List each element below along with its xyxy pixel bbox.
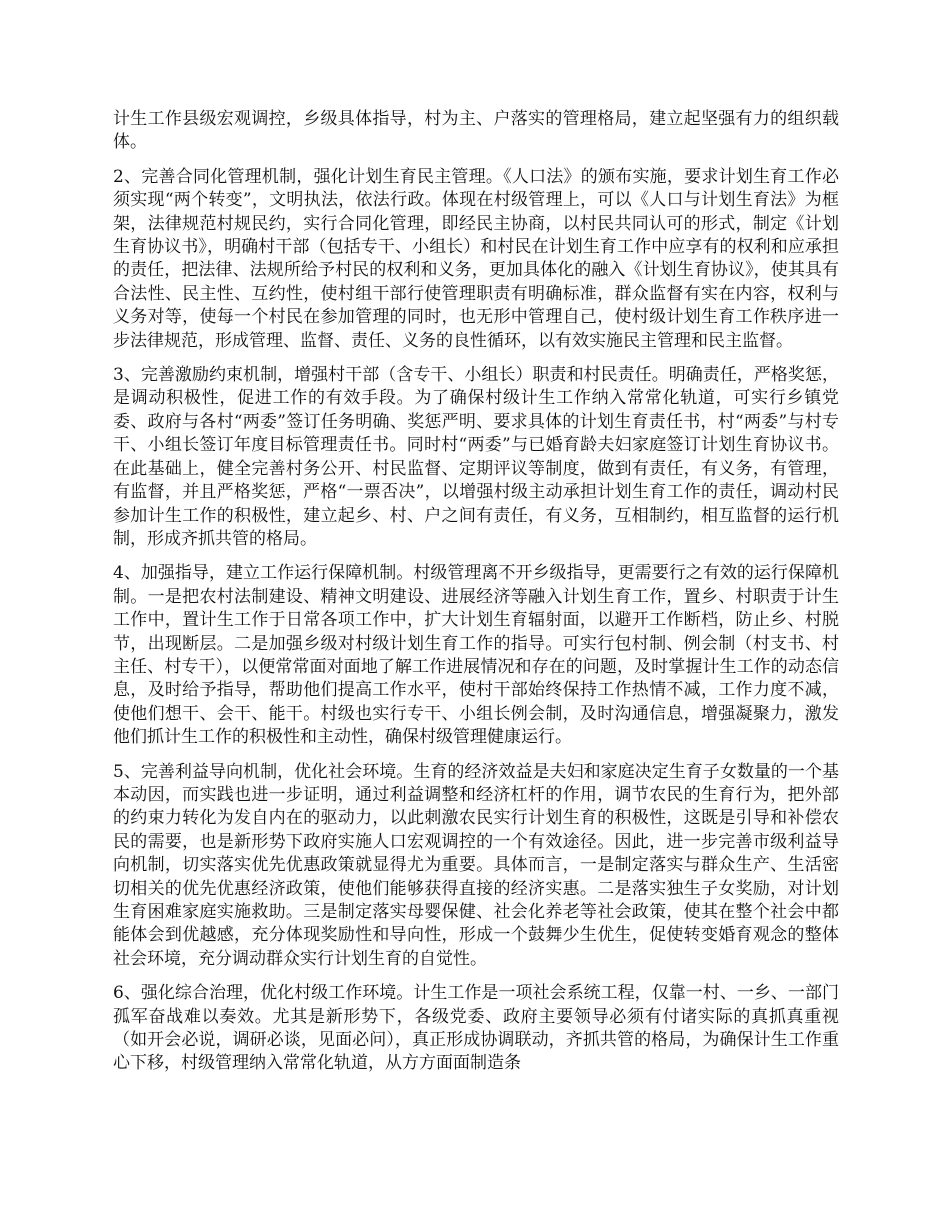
paragraph-6: 6、强化综合治理，优化村级工作环境。计生工作是一项社会系统工程，仅靠一村、一乡、一部门孤军奋战难以奏效。尤其是新形势下，各级党委、政府主要领导必须有付诸实际的真抓真重视（如开会必说，调研必谈，见面必问），真正形成协调联动，齐抓共管的格局，为确保计生工作重心下移，村级管理纳入常常化轨道，从方方面面制造条 — [113, 983, 839, 1074]
document-body — [113, 108, 839, 1087]
paragraph-3: 3、完善激励约束机制，增强村干部（含专干、小组长）职责和村民责任。明确责任，严格奖惩，是调动积极性，促进工作的有效手段。为了确保村级计生工作纳入常常化轨道，可实行乡镇党委、政府与各村“两委”签订任务明确、奖惩严明、要求具体的计划生育责任书，村“两委”与村专干、小组长签订年度目标管理责任书。同时村“两委”与已婚育龄夫妇家庭签订计划生育协议书。在此基础上，健全完善村务公开、村民监督、定期评议等制度，做到有责任，有义务，有管理，有监督，并且严格奖惩，严格“一票否决”，以增强村级主动承担计划生育工作的责任，调动村民参加计生工作的积极性，建立起乡、村、户之间有责任，有义务，互相制约，相互监督的运行机制，形成齐抓共管的格局。 — [113, 365, 839, 549]
paragraph-1: 计生工作县级宏观调控，乡级具体指导，村为主、户落实的管理格局，建立起坚强有力的组织载体。 — [113, 109, 839, 153]
paragraph-4: 4、加强指导，建立工作运行保障机制。村级管理离不开乡级指导，更需要行之有效的运行保障机制。一是把农村法制建设、精神文明建设、进展经济等融入计划生育工作，置乡、村职责于计生工作中，置计生工作于日常各项工作中，扩大计划生育辐射面，以避开工作断档，防止乡、村脱节，出现断层。二是加强乡级对村级计划生育工作的指导。可实行包村制、例会制（村支书、村主任、村专干），以便常常面对面地了解工作进展情况和存在的问题，及时掌握计生工作的动态信息，及时给予指导，帮助他们提高工作水平，使村干部始终保持工作热情不减，工作力度不减，使他们想干、会干、能干。村级也实行专干、小组长例会制，及时沟通信息，增强凝聚力，激发他们抓计生工作的积极性和主动性，确保村级管理健康运行。 — [113, 563, 839, 748]
paragraph-2: 2、完善合同化管理机制，强化计划生育民主管理。《人口法》的颁布实施，要求计划生育工作必须实现“两个转变”，文明执法，依法行政。体现在村级管理上，可以《人口与计划生育法》为框架，法律规范村规民约，实行合同化管理，即经民主协商，以村民共同认可的形式，制定《计划生育协议书》，明确村干部（包括专干、小组长）和村民在计划生育工作中应享有的权利和应承担的责任，把法律、法规所给予村民的权利和义务，更加具体化的融入《计划生育协议》，使其具有合法性、民主性、互约性，使村组干部行使管理职责有明确标准，群众监督有实在内容，权利与义务对等，使每一个村民在参加管理的同时，也无形中管理自己，使村级计划生育工作秩序进一步法律规范，形成管理、监督、责任、义务的良性循环，以有效实施民主管理和民主监督。 — [113, 166, 839, 351]
paragraph-5: 5、完善利益导向机制，优化社会环境。生育的经济效益是夫妇和家庭决定生育子女数量的一个基本动因，而实践也进一步证明，通过利益调整和经济杠杆的作用，调节农民的生育行为，把外部的约束力转化为发自内在的驱动力，以此刺激农民实行计划生育的积极性，这既是引导和补偿农民的需要，也是新形势下政府实施人口宏观调控的一个有效途径。因此，进一步完善市级利益导向机制，切实落实优先优惠政策就显得尤为重要。具体而言，一是制定落实与群众生产、生活密切相关的优先优惠经济政策，使他们能够获得直接的经济实惠。二是落实独生子女奖励，对计划生育困难家庭实施救助。三是制定落实母婴保健、社会化养老等社会政策，使其在整个社会中都能体会到优越感，充分体现奖励性和导向性，形成一个鼓舞少生优生，促使转变婚育观念的整体社会环境，充分调动群众实行计划生育的自觉性。 — [113, 761, 839, 969]
